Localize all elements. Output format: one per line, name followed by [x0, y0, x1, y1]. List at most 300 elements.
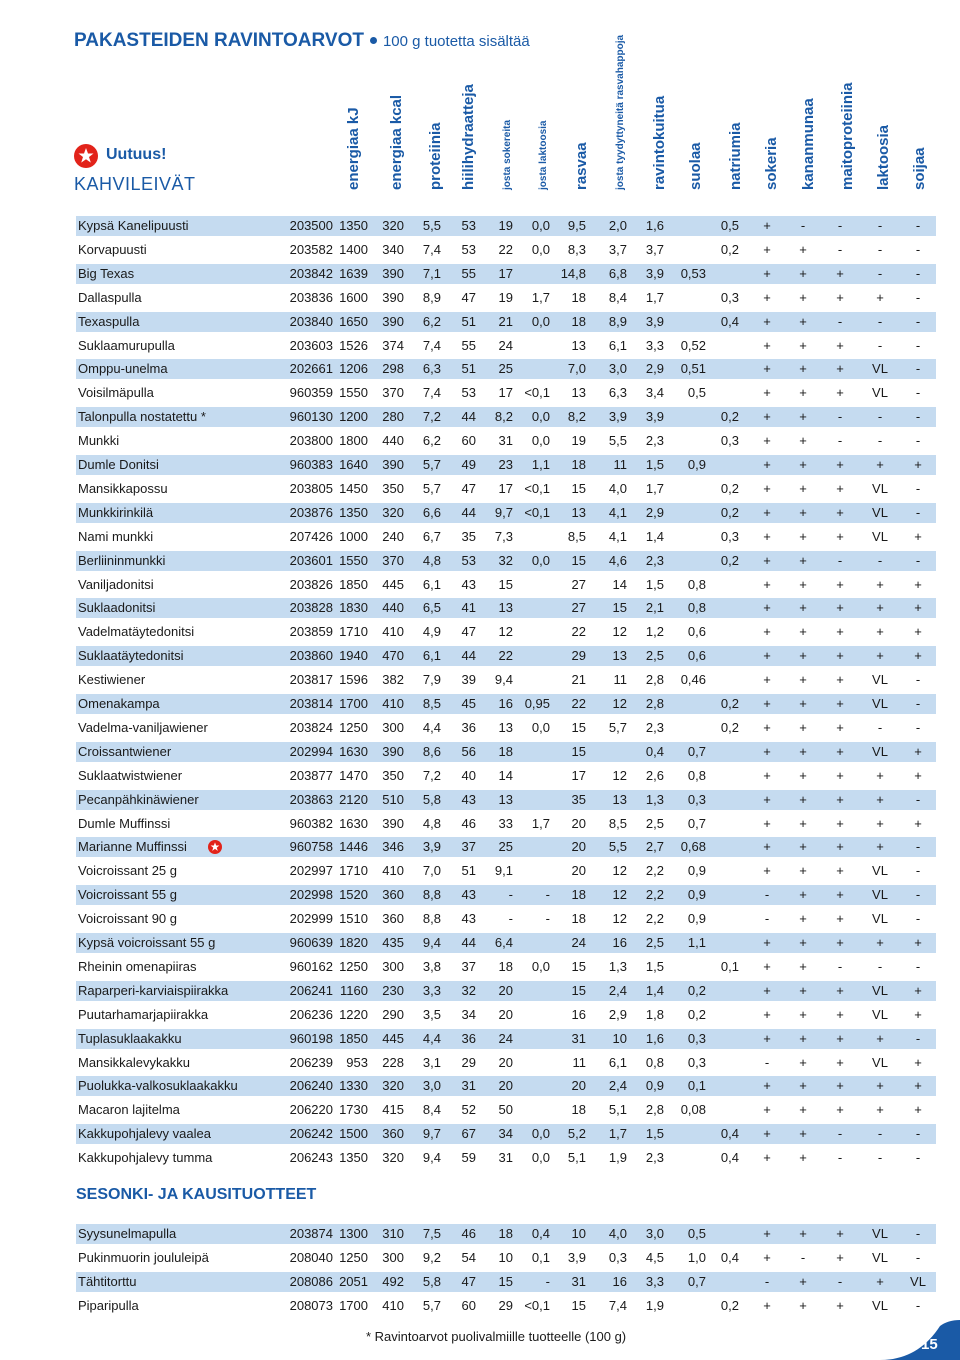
allergen-mark: +: [836, 265, 844, 281]
allergen-mark: +: [836, 289, 844, 305]
allergen-mark: +: [799, 361, 807, 377]
nutrient-value: 51: [461, 313, 476, 329]
allergen-mark: +: [836, 839, 844, 855]
nutrient-value: 1250: [339, 1249, 368, 1265]
nutrient-value: 15: [571, 982, 586, 998]
table-row: [76, 527, 936, 547]
nutrient-value: 7,0: [422, 863, 441, 879]
allergen-mark: +: [836, 504, 844, 520]
nutrient-value: 6,7: [422, 528, 441, 544]
allergen-mark: -: [764, 887, 770, 903]
allergen-mark: +: [799, 791, 807, 807]
product-code: 960382: [289, 815, 333, 831]
nutrient-value: 0,4: [720, 1150, 739, 1166]
product-code: 203601: [289, 552, 333, 568]
allergen-mark: +: [836, 600, 844, 616]
allergen-mark: -: [837, 433, 843, 449]
nutrient-value: 6,1: [422, 576, 441, 592]
nutrient-value: 3,9: [608, 409, 627, 425]
nutrient-value: -: [545, 1273, 550, 1289]
nutrient-value: 0,8: [687, 767, 706, 783]
nutrient-value: 15: [612, 600, 627, 616]
allergen-mark: +: [763, 719, 771, 735]
nutrient-value: 6,1: [422, 648, 441, 664]
product-name: Texaspulla: [78, 313, 140, 329]
allergen-mark: +: [763, 409, 771, 425]
column-header-label: energiaa kJ: [345, 107, 362, 190]
nutrient-value: 7,4: [422, 385, 441, 401]
nutrient-value: 19: [571, 433, 586, 449]
allergen-mark: -: [915, 385, 921, 401]
nutrient-value: 1,5: [645, 457, 664, 472]
allergen-mark: -: [915, 887, 921, 903]
nutrient-value: 21: [571, 672, 586, 688]
nutrient-value: 16: [498, 696, 513, 711]
nutrient-value: 3,9: [645, 409, 664, 425]
nutrient-value: 34: [498, 1126, 513, 1142]
nutrient-value: 2,9: [645, 504, 664, 520]
table-row: [76, 407, 936, 427]
nutrient-value: 0,6: [687, 648, 706, 664]
nutrient-value: <0,1: [524, 385, 550, 401]
nutrient-value: 22: [571, 624, 586, 640]
nutrient-value: 56: [461, 743, 476, 759]
nutrient-value: 10: [612, 1030, 627, 1046]
nutrient-value: 0,0: [531, 433, 550, 449]
nutrient-value: 7,4: [608, 1297, 627, 1313]
nutrient-value: 8,9: [608, 313, 627, 329]
table-row: [76, 957, 936, 977]
allergen-mark: +: [799, 241, 807, 257]
allergen-mark: +: [914, 935, 922, 950]
allergen-mark: +: [763, 1297, 771, 1313]
nutrient-value: 18: [571, 1102, 586, 1118]
product-name: Big Texas: [78, 265, 135, 281]
nutrient-value: 60: [461, 1297, 476, 1313]
allergen-mark: -: [800, 218, 806, 233]
allergen-mark: +: [836, 528, 844, 544]
bullet-dot: [370, 37, 377, 44]
nutrient-value: 7,4: [422, 337, 441, 353]
nutrient-value: 13: [498, 719, 513, 735]
nutrient-value: 6,1: [608, 1054, 627, 1070]
nutrient-value: 280: [382, 409, 404, 425]
nutrient-value: 10: [571, 1226, 586, 1241]
nutrient-value: 0,2: [720, 504, 739, 520]
nutrient-value: 5,1: [608, 1102, 627, 1118]
nutrient-value: 9,4: [422, 935, 441, 950]
product-code: 203824: [289, 719, 333, 735]
nutrient-value: 13: [571, 385, 586, 401]
table-row: [76, 1248, 936, 1268]
nutrient-value: 0,1: [720, 958, 739, 974]
nutrient-value: 5,1: [567, 1150, 586, 1166]
nutrient-value: 370: [382, 552, 404, 568]
allergen-mark: -: [837, 1126, 843, 1142]
allergen-mark: -: [877, 1150, 883, 1166]
title-main: PAKASTEIDEN RAVINTOARVOT: [74, 30, 364, 51]
allergen-mark: -: [837, 218, 843, 233]
nutrient-value: -: [508, 911, 513, 927]
allergen-mark: -: [800, 1249, 806, 1265]
nutrient-value: 4,0: [608, 480, 627, 496]
allergen-mark: VL: [872, 982, 888, 998]
allergen-mark: +: [763, 1249, 771, 1265]
product-code: 208073: [289, 1297, 333, 1313]
product-code: 203876: [289, 504, 333, 520]
nutrient-value: 40: [461, 767, 476, 783]
nutrient-value: 1250: [339, 958, 368, 974]
table-row: [76, 981, 936, 1001]
allergen-mark: -: [915, 839, 921, 855]
allergen-mark: VL: [872, 1006, 888, 1022]
nutrient-value: 55: [461, 265, 476, 281]
product-code: 203817: [289, 672, 333, 688]
nutrient-value: 3,3: [645, 337, 664, 353]
nutrient-value: 23: [498, 457, 513, 472]
nutrient-value: 15: [571, 719, 586, 735]
allergen-mark: -: [915, 696, 921, 711]
allergen-mark: +: [763, 218, 771, 233]
nutrient-value: 35: [461, 528, 476, 544]
allergen-mark: -: [915, 504, 921, 520]
table-row: [76, 1005, 936, 1025]
nutrient-value: 36: [461, 1030, 476, 1046]
product-name: Voicroissant 25 g: [78, 863, 178, 879]
nutrient-value: 12: [498, 624, 513, 640]
allergen-mark: -: [915, 791, 921, 807]
allergen-mark: +: [799, 1297, 807, 1313]
nutrient-value: 0,3: [720, 289, 739, 305]
allergen-mark: VL: [872, 1249, 888, 1265]
allergen-mark: +: [836, 863, 844, 879]
allergen-mark: +: [836, 887, 844, 903]
nutrient-value: 15: [571, 552, 586, 568]
allergen-mark: +: [914, 457, 922, 472]
nutrient-value: 2,8: [645, 1102, 664, 1118]
nutrient-value: 1,8: [645, 1006, 664, 1022]
product-name: Mansikkalevykakku: [78, 1054, 190, 1070]
nutrient-value: 12: [612, 696, 627, 711]
product-name: Dumle Muffinssi: [78, 815, 171, 831]
allergen-mark: +: [763, 241, 771, 257]
nutrient-value: 0,0: [531, 552, 550, 568]
allergen-mark: +: [763, 528, 771, 544]
allergen-mark: +: [799, 1150, 807, 1166]
nutrient-value: 44: [461, 409, 476, 425]
product-name: Kestiwiener: [78, 672, 146, 688]
allergen-mark: -: [915, 719, 921, 735]
nutrient-value: 3,7: [645, 241, 664, 257]
table-row: [76, 598, 936, 618]
allergen-mark: -: [877, 552, 883, 568]
nutrient-value: 1830: [339, 600, 368, 616]
product-name: Nami munkki: [78, 528, 154, 544]
allergen-mark: +: [799, 911, 807, 927]
nutrient-value: 360: [382, 887, 404, 903]
nutrient-value: 4,0: [608, 1226, 627, 1241]
allergen-mark: +: [799, 624, 807, 640]
nutrient-value: 5,8: [422, 791, 441, 807]
nutrient-value: 44: [461, 504, 476, 520]
nutrient-value: 0,9: [687, 911, 706, 927]
nutrient-value: 67: [461, 1126, 476, 1142]
nutrient-value: 0,8: [687, 576, 706, 592]
allergen-mark: +: [836, 815, 844, 831]
table-row: [76, 837, 936, 857]
nutrient-value: 1650: [339, 313, 368, 329]
nutrient-value: 5,5: [608, 433, 627, 449]
allergen-mark: +: [914, 815, 922, 831]
allergen-mark: +: [836, 767, 844, 783]
nutrient-value: 1710: [339, 624, 368, 640]
nutrient-value: 49: [461, 457, 476, 472]
table-row: [76, 216, 936, 236]
allergen-mark: -: [764, 1054, 770, 1070]
product-code: 206241: [289, 982, 333, 998]
table-row: [76, 1124, 936, 1144]
nutrient-value: 0,5: [687, 385, 706, 401]
nutrient-value: 53: [461, 241, 476, 257]
nutrient-value: 52: [461, 1102, 476, 1118]
table-row: [76, 1296, 936, 1316]
column-header-label: josta sokereita: [502, 119, 513, 190]
nutrient-value: 36: [461, 719, 476, 735]
table-row: [76, 1148, 936, 1168]
nutrient-value: 1550: [339, 552, 368, 568]
nutrient-value: 18: [571, 313, 586, 329]
allergen-mark: +: [876, 289, 884, 305]
nutrient-value: 0,2: [720, 1297, 739, 1313]
nutrient-value: 410: [382, 863, 404, 879]
nutrient-value: 0,0: [531, 241, 550, 257]
product-name: Vadelma-vaniljawiener: [78, 719, 208, 735]
allergen-mark: +: [836, 1297, 844, 1313]
table-row: [76, 718, 936, 738]
nutrient-value: 1470: [339, 767, 368, 783]
nutrient-value: 27: [571, 600, 586, 616]
table-row: [76, 766, 936, 786]
product-code: 203874: [289, 1226, 333, 1241]
nutrient-value: 7,2: [422, 767, 441, 783]
allergen-mark: +: [836, 791, 844, 807]
allergen-mark: +: [763, 313, 771, 329]
table-row: [76, 575, 936, 595]
nutrient-value: 0,0: [531, 409, 550, 425]
product-code: 206243: [289, 1150, 333, 1166]
allergen-mark: VL: [872, 743, 888, 759]
allergen-mark: +: [876, 648, 884, 664]
table-row: [76, 742, 936, 762]
allergen-mark: -: [915, 911, 921, 927]
nutrient-value: 1160: [340, 982, 368, 998]
nutrient-value: 2120: [339, 791, 368, 807]
nutrient-value: 340: [382, 241, 404, 257]
nutrient-value: 47: [461, 289, 476, 305]
column-header-label: josta laktoosia: [538, 120, 549, 190]
nutrient-value: 445: [382, 1030, 404, 1046]
nutrient-value: 1,3: [645, 791, 664, 807]
column-header-label: sokeria: [763, 137, 780, 190]
column-header-label: suolaa: [687, 142, 704, 190]
nutrient-value: 43: [461, 791, 476, 807]
product-code: 206239: [289, 1054, 333, 1070]
new-badge-label: Uutuus!: [106, 146, 167, 163]
product-code: 208040: [289, 1249, 333, 1265]
allergen-mark: VL: [872, 672, 888, 688]
nutrient-value: 44: [461, 648, 476, 664]
product-name: Macaron lajitelma: [78, 1102, 180, 1118]
nutrient-value: 51: [461, 361, 476, 377]
allergen-mark: +: [914, 982, 922, 998]
allergen-mark: +: [763, 337, 771, 353]
allergen-mark: VL: [872, 504, 888, 520]
nutrient-value: 1,7: [608, 1126, 627, 1142]
nutrient-value: 1820: [339, 935, 368, 950]
allergen-mark: +: [836, 361, 844, 377]
nutrient-value: 47: [461, 624, 476, 640]
allergen-mark: +: [799, 1126, 807, 1142]
nutrient-value: 18: [571, 887, 586, 903]
allergen-mark: -: [915, 672, 921, 688]
allergen-mark: +: [799, 552, 807, 568]
allergen-mark: +: [799, 982, 807, 998]
nutrient-value: 43: [461, 887, 476, 903]
nutrient-value: 5,5: [608, 839, 627, 855]
allergen-mark: +: [799, 1226, 807, 1241]
allergen-mark: +: [836, 337, 844, 353]
nutrient-value: 0,4: [720, 313, 739, 329]
nutrient-value: 0,52: [680, 337, 706, 353]
table-row: [76, 1076, 936, 1096]
nutrient-value: 0,3: [687, 1054, 706, 1070]
column-header-label: maitoproteiinia: [839, 82, 856, 190]
nutrient-value: 390: [382, 815, 404, 831]
section-title: KAHVILEIVÄT: [74, 174, 196, 194]
allergen-mark: +: [763, 289, 771, 305]
nutrient-value: 24: [498, 337, 513, 353]
nutrient-value: 39: [461, 672, 476, 688]
allergen-mark: +: [799, 958, 807, 974]
product-name: Tähtitorttu: [78, 1273, 137, 1289]
allergen-mark: +: [799, 1054, 807, 1070]
nutrient-value: 1700: [339, 1297, 368, 1313]
nutrient-value: 300: [382, 1249, 404, 1265]
nutrient-value: 440: [382, 600, 404, 616]
table-row: [76, 503, 936, 523]
allergen-mark: +: [799, 1102, 807, 1118]
nutrient-value: 0,4: [645, 743, 664, 759]
season-section-title: SESONKI- JA KAUSITUOTTEET: [76, 1186, 317, 1203]
product-name: Kakkupohjalevy tumma: [78, 1150, 213, 1166]
nutrient-value: 17: [498, 480, 513, 496]
nutrient-value: 8,9: [422, 289, 441, 305]
nutrient-value: 13: [498, 600, 513, 616]
allergen-mark: -: [764, 911, 770, 927]
nutrient-value: 4,1: [608, 528, 627, 544]
allergen-mark: +: [799, 1273, 807, 1289]
table-row: [76, 455, 936, 475]
allergen-mark: -: [915, 480, 921, 496]
allergen-mark: +: [763, 433, 771, 449]
allergen-mark: VL: [872, 1054, 888, 1070]
nutrient-value: 1526: [339, 337, 368, 353]
nutrient-value: <0,1: [524, 480, 550, 496]
nutrient-value: 390: [382, 313, 404, 329]
nutrient-value: 1,5: [645, 1126, 664, 1142]
nutrient-value: 510: [382, 791, 404, 807]
allergen-mark: +: [914, 1006, 922, 1022]
nutrient-value: 1640: [339, 457, 368, 472]
allergen-mark: +: [763, 839, 771, 855]
allergen-mark: VL: [910, 1273, 926, 1289]
allergen-mark: +: [799, 696, 807, 711]
product-code: 203840: [289, 313, 333, 329]
nutrient-value: 0,1: [687, 1078, 706, 1094]
allergen-mark: VL: [872, 1297, 888, 1313]
nutrient-value: 12: [612, 911, 627, 927]
nutrient-value: 22: [571, 696, 586, 711]
product-code: 960198: [289, 1030, 333, 1046]
nutrient-value: 8,8: [422, 911, 441, 927]
nutrient-value: 7,0: [567, 361, 586, 377]
nutrient-value: 5,7: [422, 457, 441, 472]
nutrient-value: 17: [571, 767, 586, 783]
nutrient-value: 0,4: [720, 1249, 739, 1265]
nutrient-value: 1520: [339, 887, 368, 903]
allergen-mark: VL: [872, 361, 888, 377]
title-subtitle: 100 g tuotetta sisältää: [382, 33, 530, 50]
nutrient-value: 12: [612, 863, 627, 879]
nutrient-value: 2,1: [645, 600, 664, 616]
allergen-mark: +: [763, 600, 771, 616]
nutrient-value: 0,5: [687, 1226, 706, 1241]
nutrient-value: 3,0: [645, 1226, 664, 1241]
allergen-mark: +: [836, 576, 844, 592]
nutrient-value: 0,4: [720, 1126, 739, 1142]
nutrient-value: 0,9: [687, 457, 706, 472]
nutrient-value: 20: [571, 839, 586, 855]
product-name: Berliininmunkki: [78, 552, 166, 568]
column-header-label: hiilihydraatteja: [460, 84, 477, 190]
nutrient-value: 1220: [339, 1006, 368, 1022]
product-name: Omppu-unelma: [78, 361, 168, 377]
product-code: 203836: [289, 289, 333, 305]
allergen-mark: +: [799, 265, 807, 281]
allergen-mark: +: [799, 935, 807, 950]
product-code: 206242: [289, 1126, 333, 1142]
table-row: [76, 336, 936, 356]
nutrient-value: 3,8: [422, 958, 441, 974]
nutrient-value: 21: [498, 313, 513, 329]
allergen-mark: +: [799, 337, 807, 353]
nutrient-value: 1,9: [608, 1150, 627, 1166]
allergen-mark: +: [763, 958, 771, 974]
product-code: 203582: [289, 241, 333, 257]
nutrient-value: 1550: [339, 385, 368, 401]
nutrient-value: 31: [461, 1078, 476, 1094]
nutrient-value: 228: [382, 1054, 404, 1070]
nutrient-value: 0,2: [720, 696, 739, 711]
allergen-mark: +: [836, 648, 844, 664]
allergen-mark: +: [763, 815, 771, 831]
column-header-label: laktoosia: [875, 124, 892, 190]
nutrient-value: 8,5: [608, 815, 627, 831]
nutrient-value: 15: [571, 480, 586, 496]
allergen-mark: +: [799, 648, 807, 664]
allergen-mark: +: [763, 1006, 771, 1022]
nutrient-value: 15: [571, 958, 586, 974]
